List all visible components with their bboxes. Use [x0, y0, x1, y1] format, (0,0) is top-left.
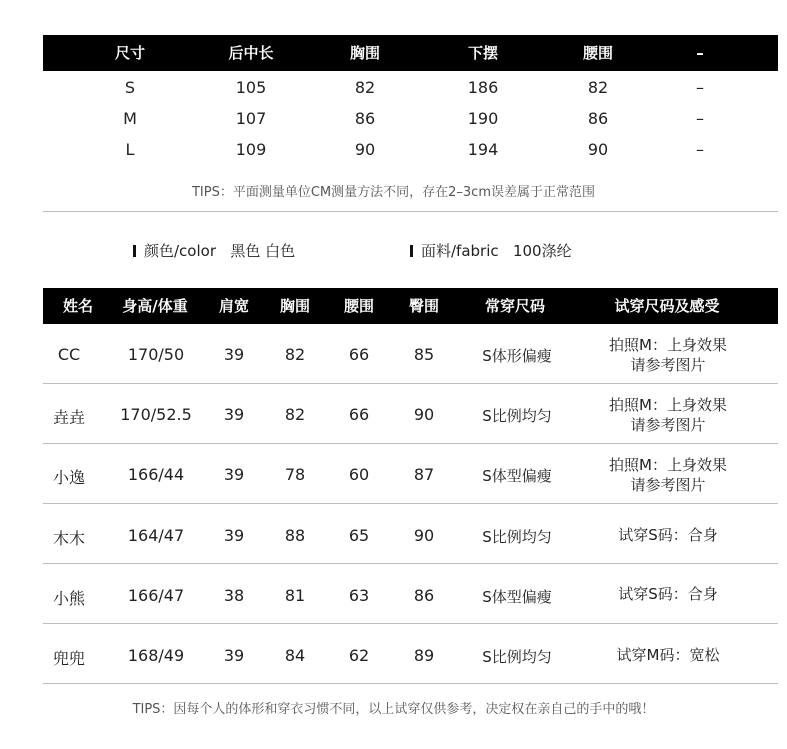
chest-cell: 84 — [284, 646, 306, 665]
trial-header-feedback: 试穿尺码及感受 — [614, 297, 720, 315]
height-weight-cell: 168/49 — [127, 646, 185, 665]
color-label: 颜色/color — [144, 242, 216, 260]
waist-cell: 60 — [348, 465, 370, 484]
size-header-chest: 胸围 — [349, 44, 381, 62]
size-header-waist: 腰围 — [582, 44, 614, 62]
row-divider — [43, 623, 778, 624]
height-weight-cell: 170/50 — [127, 345, 185, 364]
feedback-line-1: 试穿S码：合身 — [618, 585, 718, 603]
length-cell: 105 — [235, 78, 267, 97]
waist-cell: 62 — [348, 646, 370, 665]
feedback-line-2: 请参考图片 — [630, 356, 706, 374]
row-divider — [43, 503, 778, 504]
shoulder-cell: 39 — [223, 405, 245, 424]
hip-cell: 89 — [413, 646, 435, 665]
height-weight-cell: 166/44 — [127, 465, 185, 484]
waist-cell: 86 — [587, 109, 609, 128]
feedback-cell — [583, 395, 753, 435]
waist-cell: 90 — [587, 140, 609, 159]
trial-header-chest: 胸围 — [279, 297, 311, 315]
feedback-line-1: 试穿M码：宽松 — [616, 646, 720, 664]
feedback-cell — [583, 455, 753, 495]
name-cell: 小熊 — [52, 589, 86, 608]
chest-cell: 86 — [354, 109, 376, 128]
usual-size-cell: S比例均匀 — [482, 407, 552, 425]
name-cell: 兜兜 — [52, 649, 86, 668]
fabric-value: 100涤纶 — [512, 242, 572, 260]
size-header-length: 后中长 — [228, 44, 274, 62]
waist-cell: 66 — [348, 405, 370, 424]
extra-cell: – — [696, 140, 704, 159]
waist-cell: 65 — [348, 526, 370, 545]
waist-cell: 63 — [348, 586, 370, 605]
chest-cell: 82 — [284, 405, 306, 424]
feedback-line-1: 拍照M：上身效果 — [609, 456, 727, 474]
name-cell: 垚垚 — [52, 408, 86, 427]
usual-size-cell: S体形偏瘦 — [482, 347, 552, 365]
usual-size-cell: S体型偏瘦 — [482, 467, 552, 485]
size-tips: TIPS：平面测量单位CM测量方法不同，存在2–3cm误差属于正常范围 — [191, 185, 595, 200]
hip-cell: 87 — [413, 465, 435, 484]
hem-cell: 190 — [467, 109, 499, 128]
usual-size-cell: S体型偏瘦 — [482, 588, 552, 606]
waist-cell: 66 — [348, 345, 370, 364]
feedback-line-1: 拍照M：上身效果 — [609, 336, 727, 354]
trial-header-waist: 腰围 — [343, 297, 375, 315]
size-header-extra: – — [696, 44, 704, 62]
feedback-line-2: 请参考图片 — [630, 416, 706, 434]
size-cell: M — [123, 109, 137, 128]
shoulder-cell: 39 — [223, 345, 245, 364]
hip-cell: 90 — [413, 526, 435, 545]
trial-header-height-weight: 身高/体重 — [122, 297, 188, 315]
color-info — [133, 240, 295, 261]
shoulder-cell: 39 — [223, 646, 245, 665]
fabric-info — [410, 240, 572, 261]
trial-header-shoulder: 肩宽 — [218, 297, 250, 315]
height-weight-cell: 170/52.5 — [120, 405, 192, 424]
color-value: 黑色 白色 — [230, 242, 296, 260]
chest-cell: 88 — [284, 526, 306, 545]
extra-cell: – — [696, 109, 704, 128]
feedback-cell — [583, 645, 753, 665]
trial-tips: TIPS：因每个人的体形和穿衣习惯不同，以上试穿仅供参考，决定权在亲自己的手中的哦！ — [132, 702, 655, 717]
hip-cell: 90 — [413, 405, 435, 424]
size-header-hem: 下摆 — [467, 44, 499, 62]
hip-cell: 85 — [413, 345, 435, 364]
shoulder-cell: 39 — [223, 526, 245, 545]
extra-cell: – — [696, 78, 704, 97]
name-cell: CC — [57, 345, 81, 364]
row-divider — [43, 443, 778, 444]
size-table-header — [43, 35, 778, 71]
length-cell: 107 — [235, 109, 267, 128]
trial-header-usual-size: 常穿尺码 — [484, 297, 546, 315]
feedback-cell — [583, 335, 753, 375]
divider — [43, 211, 778, 212]
height-weight-cell: 164/47 — [127, 526, 185, 545]
chest-cell: 82 — [284, 345, 306, 364]
size-header-size: 尺寸 — [114, 44, 146, 62]
usual-size-cell: S比例均匀 — [482, 528, 552, 546]
shoulder-cell: 39 — [223, 465, 245, 484]
fabric-label: 面料/fabric — [421, 242, 499, 260]
size-cell: S — [124, 78, 136, 97]
height-weight-cell: 166/47 — [127, 586, 185, 605]
usual-size-cell: S比例均匀 — [482, 648, 552, 666]
row-divider — [43, 563, 778, 564]
name-cell: 木木 — [52, 529, 86, 548]
waist-cell: 82 — [587, 78, 609, 97]
size-cell: L — [125, 140, 135, 159]
bullet-icon — [410, 245, 413, 257]
length-cell: 109 — [235, 140, 267, 159]
feedback-line-2: 请参考图片 — [630, 476, 706, 494]
name-cell: 小逸 — [52, 468, 86, 487]
feedback-line-1: 试穿S码：合身 — [618, 526, 718, 544]
trial-table-header — [43, 288, 778, 324]
chest-cell: 90 — [354, 140, 376, 159]
feedback-cell — [583, 525, 753, 545]
hip-cell: 86 — [413, 586, 435, 605]
row-divider — [43, 683, 778, 684]
hem-cell: 194 — [467, 140, 499, 159]
bullet-icon — [133, 245, 136, 257]
chest-cell: 81 — [284, 586, 306, 605]
chest-cell: 78 — [284, 465, 306, 484]
row-divider — [43, 383, 778, 384]
shoulder-cell: 38 — [223, 586, 245, 605]
feedback-cell — [583, 584, 753, 604]
trial-header-name: 姓名 — [62, 297, 94, 315]
hem-cell: 186 — [467, 78, 499, 97]
feedback-line-1: 拍照M：上身效果 — [609, 396, 727, 414]
chest-cell: 82 — [354, 78, 376, 97]
trial-header-hip: 臀围 — [408, 297, 440, 315]
